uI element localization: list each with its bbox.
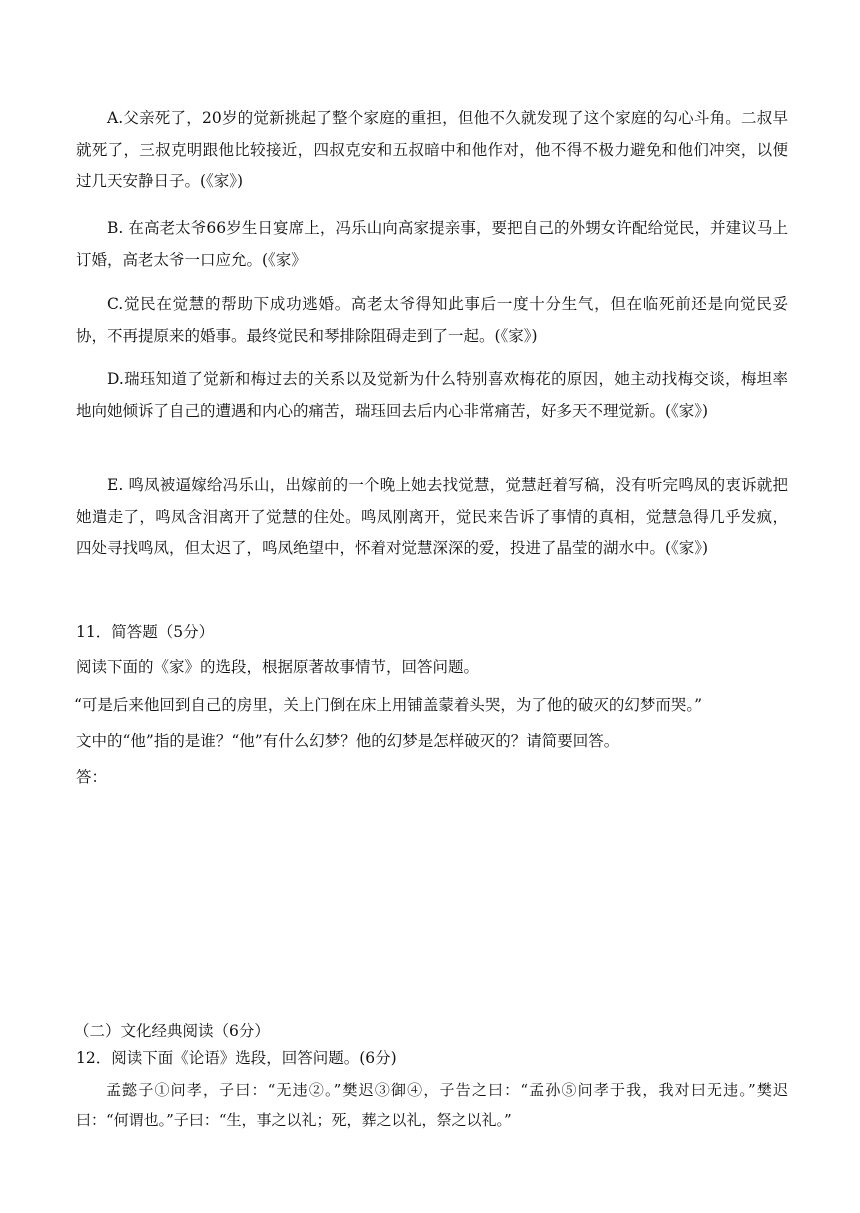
question-12-passage: 孟懿子①问孝，子曰：“无违②。”樊迟③御④，子告之曰：“孟孙⑤问孝于我，我对曰无违。”樊迟曰：“何谓也。”子曰：“生，事之以礼；死，葬之以礼，祭之以礼。” — [76, 1081, 788, 1129]
option-c: C.觉民在觉慧的帮助下成功逃婚。高老太爷得知此事后一度十分生气，但在临死前还是向觉民妥协，不再提原来的婚事。最终觉民和琴排除阻碍走到了一起。(《家》) — [76, 295, 788, 345]
question-11-heading: 11．简答题（5分） — [76, 623, 215, 641]
option-e: E. 鸣凤被逼嫁给冯乐山，出嫁前的一个晚上她去找觉慧，觉慧赶着写稿，没有听完鸣凤的衷诉就把她遣走了，鸣凤含泪离开了觉慧的住处。鸣凤刚离开，觉民来告诉了事情的真相，觉慧急得几乎发疯，四处寻找鸣凤，但太迟了，鸣凤绝望中，怀着对觉慧深深的爱，投进了晶莹的湖水中。(《家》) — [76, 476, 789, 557]
question-11-prompt: 文中的“他”指的是谁？“他”有什么幻梦？他的幻梦是怎样破灭的？请简要回答。 — [76, 732, 620, 750]
question-11-instruction: 阅读下面的《家》的选段，根据原著故事情节，回答问题。 — [76, 658, 480, 676]
option-a: A.父亲死了，20岁的觉新挑起了整个家庭的重担，但他不久就发现了这个家庭的勾心斗角。二叔早就死了，三叔克明跟他比较接近，四叔克安和五叔暗中和他作对，他不得不极力避免和他们冲突，以便过几天安静日子。(《家》) — [76, 109, 788, 190]
section-2-heading: （二）文化经典阅读（6分） — [74, 1022, 270, 1040]
option-d: D.瑞珏知道了觉新和梅过去的关系以及觉新为什么特别喜欢梅花的原因，她主动找梅交谈，梅坦率地向她倾诉了自己的遭遇和内心的痛苦，瑞珏回去后内心非常痛苦，好多天不理觉新。(《家》) — [76, 370, 788, 420]
option-b: B. 在高老太爷66岁生日宴席上，冯乐山向高家提亲事，要把自己的外甥女许配给觉民，并建议马上订婚，高老太爷一口应允。(《家》 — [76, 219, 788, 269]
question-11-quote: “可是后来他回到自己的房里，关上门倒在床上用铺盖蒙着头哭，为了他的破灭的幻梦而哭。” — [74, 696, 703, 714]
answer-label: 答： — [76, 768, 108, 786]
question-12-heading: 12．阅读下面《论语》选段，回答问题。(6分) — [76, 1049, 397, 1067]
